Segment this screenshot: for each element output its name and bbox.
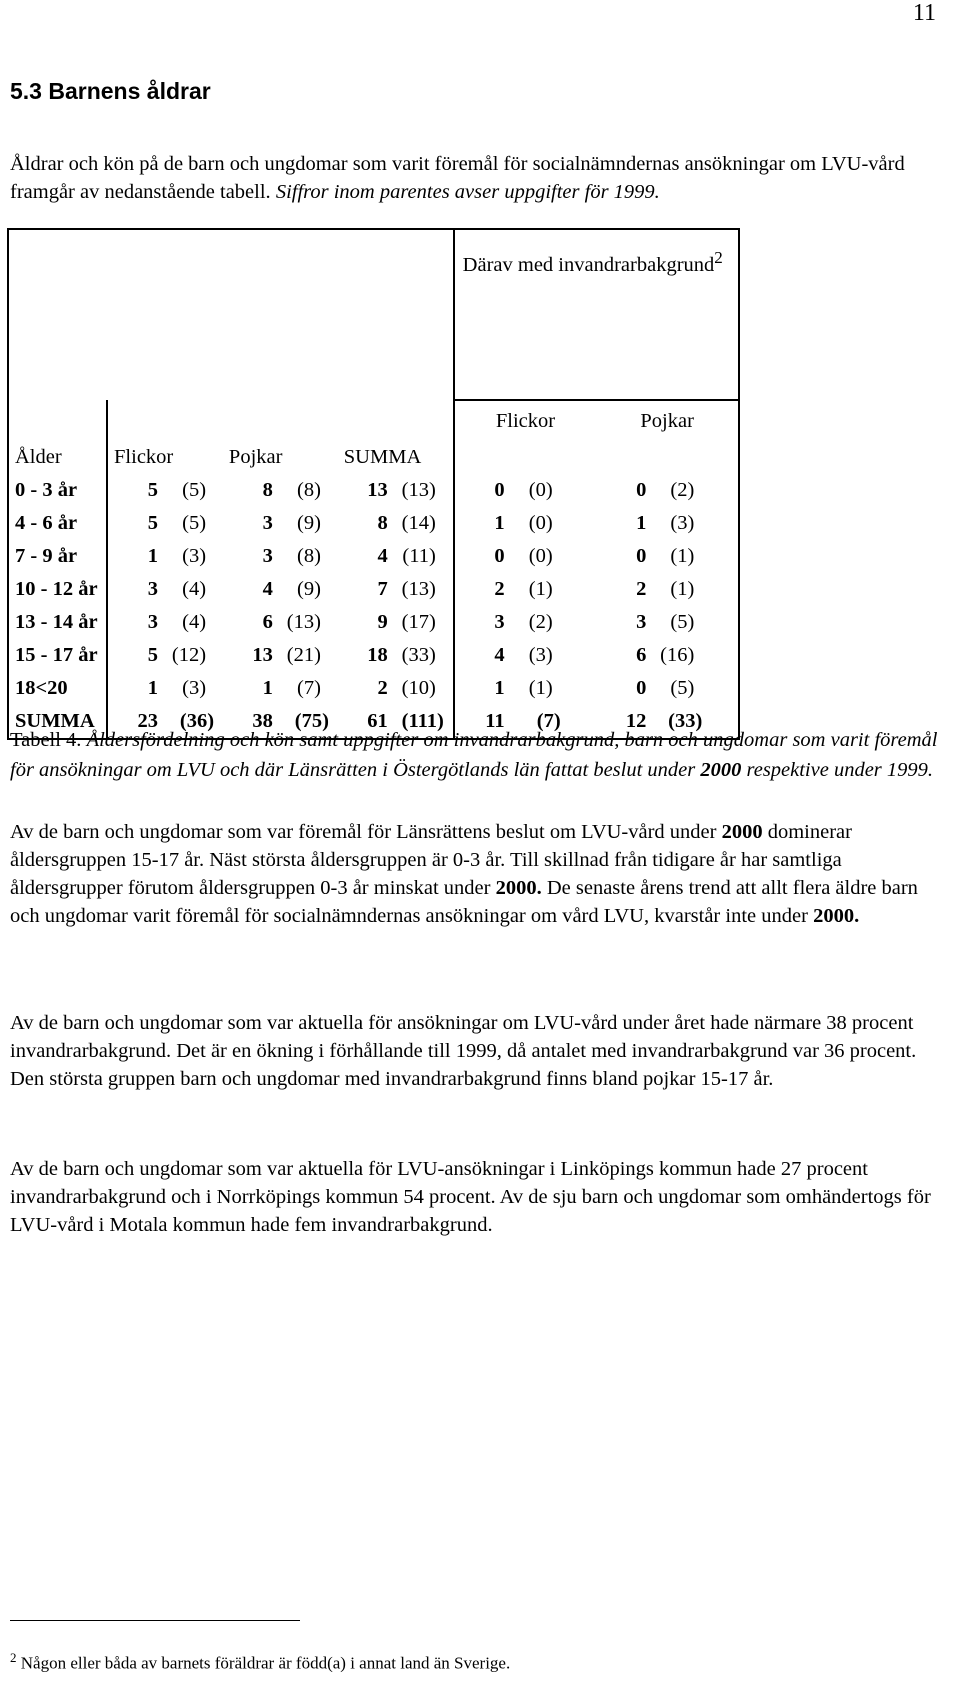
- value-cell-inv-f: 1 (0): [494, 512, 553, 534]
- value-cell-inv-f: 0 (0): [494, 545, 553, 567]
- intro-text: Åldrar och kön på de barn och ungdomar som varit föremål för socialnämndernas ansökningar om LVU-vård framgår av nedanstående tabell.: [10, 153, 905, 203]
- value-cell-inv-f: 4 (3): [494, 644, 553, 666]
- age-cell: SUMMA: [8, 705, 107, 739]
- value-cell-summa: 9 (17): [338, 606, 454, 639]
- value-cell-summa: 4 (11): [338, 540, 454, 573]
- table-row: [8, 606, 739, 639]
- value-cell-pojkar: 1 (7): [262, 677, 321, 699]
- footnote-ref: 2: [714, 248, 723, 267]
- value-cell-pojkar: 6 (13): [262, 611, 321, 633]
- value-cell-flickor: 1 (3): [147, 677, 207, 699]
- value-cell-inv-p: 0 (2): [596, 474, 739, 507]
- value-cell-inv-p: 0 (1): [596, 540, 739, 573]
- value-cell-summa: 7 (13): [338, 573, 454, 606]
- value-cell-summa: 18 (33): [338, 639, 454, 672]
- table-row: [8, 540, 739, 573]
- age-cell: 7 - 9 år: [8, 540, 107, 573]
- value-cell-inv-f: 2 (1): [494, 578, 553, 600]
- value-cell-inv-p: 6 (16): [596, 639, 739, 672]
- age-cell: 13 - 14 år: [8, 606, 107, 639]
- table-caption: Tabell 4. Åldersfördelning och kön samt uppgifter om invandrarbakgrund, barn och ungdomar som varit föremål för ansökningar om LVU och där Länsrätten i Östergötlands län fattat beslut under 2000 respektive under 1999.: [10, 729, 938, 781]
- page-number: 11: [912, 0, 936, 26]
- footnote: [10, 1650, 510, 1674]
- header-pojkar: Pojkar: [228, 446, 283, 468]
- value-cell-inv-p: 1 (3): [596, 507, 739, 540]
- age-cell: 18<20: [8, 672, 107, 705]
- value-cell-flickor: 5 (5): [147, 512, 207, 534]
- value-cell-inv-f: 11 (7): [454, 705, 597, 739]
- intro-paragraph: [10, 150, 946, 206]
- table-row: [8, 639, 739, 672]
- paragraph-age-groups: Av de barn och ungdomar som var föremål för Länsrättens beslut om LVU-vård under 2000 dominerar åldersgruppen 15-17 år. Näst största åldersgruppen är 0-3 år. Till skillnad från tidigare år har samtliga åldersgrupper förutom åldersgruppen 0-3 år minskat under 2000. De senaste årens trend att allt flera äldre barn och ungdomar varit föremål för socialnämndernas ansökningar om vård LVU, kvarstår inte under 2000.: [10, 821, 918, 927]
- age-cell: 0 - 3 år: [8, 474, 107, 507]
- caption-label: Tabell 4.: [10, 729, 87, 751]
- paragraph-municipalities: Av de barn och ungdomar som var aktuella för LVU-ansökningar i Linköpings kommun hade 27 procent invandrarbakgrund och i Norrköpings kommun 54 procent. Av de sju barn och ungdomar som omhändertogs för LVU-vård i Motala kommun hade fem invandrarbakgrund.: [10, 1158, 931, 1236]
- value-cell-pojkar: 3 (8): [262, 545, 321, 567]
- value-cell-summa: 8 (14): [338, 507, 454, 540]
- footnote-text: Någon eller båda av barnets föräldrar är född(a) i annat land än Sverige.: [16, 1653, 511, 1673]
- intro-italic-note: Siffror inom parentes avser uppgifter för 1999.: [275, 181, 660, 203]
- immigrant-background-header: Därav med invandrarbakgrund$^2$: [454, 229, 739, 400]
- table-row: [8, 474, 739, 507]
- sub-header-pojkar: Pojkar: [596, 400, 739, 441]
- table-row: [8, 672, 739, 705]
- value-cell-inv-f: 0 (0): [494, 479, 553, 501]
- footnote-number: 2: [10, 1650, 17, 1665]
- footnote-divider: [10, 1620, 300, 1621]
- age-cell: 4 - 6 år: [8, 507, 107, 540]
- header-flickor: Flickor: [114, 446, 174, 468]
- value-cell-pojkar: 38 (75): [223, 705, 338, 739]
- value-cell-inv-p: 3 (5): [596, 606, 739, 639]
- value-cell-inv-p: 0 (5): [596, 672, 739, 705]
- value-cell-flickor: 3 (4): [147, 611, 207, 633]
- value-cell-inv-f: 1 (1): [494, 677, 553, 699]
- table-header-blank: [8, 229, 454, 400]
- section-title: 5.3 Barnens åldrar: [10, 78, 211, 104]
- sub-header-flickor: Flickor: [495, 409, 556, 432]
- value-cell-flickor: 5 (12): [147, 644, 207, 666]
- value-cell-inv-p: 12 (33): [596, 705, 739, 739]
- paragraph-immigrant-share: Av de barn och ungdomar som var aktuella för ansökningar om LVU-vård under året hade närmare 38 procent invandrarbakgrund. Det är en ökning i förhållande till 1999, då antalet med invandrarbakgrund var 36 procent. Den största gruppen barn och ungdomar med invandrarbakgrund finns bland pojkar 15-17 år.: [10, 1012, 917, 1090]
- value-cell-flickor: 5 (5): [147, 479, 207, 501]
- age-cell: 15 - 17 år: [8, 639, 107, 672]
- value-cell-inv-p: 2 (1): [596, 573, 739, 606]
- header-alder: Ålder: [8, 441, 107, 474]
- value-cell-summa: 61 (111): [338, 705, 454, 739]
- value-cell-flickor: 1 (3): [147, 545, 207, 567]
- value-cell-summa: 2 (10): [338, 672, 454, 705]
- value-cell-pojkar: 4 (9): [262, 578, 321, 600]
- value-cell-flickor: 3 (4): [147, 578, 207, 600]
- age-gender-table: [7, 228, 740, 740]
- age-cell: 10 - 12 år: [8, 573, 107, 606]
- header-summa: SUMMA: [338, 441, 454, 474]
- table-row: [8, 573, 739, 606]
- value-cell-pojkar: 13 (21): [252, 644, 321, 666]
- value-cell-pojkar: 8 (8): [262, 479, 321, 501]
- value-cell-pojkar: 3 (9): [262, 512, 321, 534]
- table-row: [8, 507, 739, 540]
- value-cell-flickor: 23 (36): [107, 705, 223, 739]
- value-cell-inv-f: 3 (2): [494, 611, 553, 633]
- value-cell-summa: 13 (13): [338, 474, 454, 507]
